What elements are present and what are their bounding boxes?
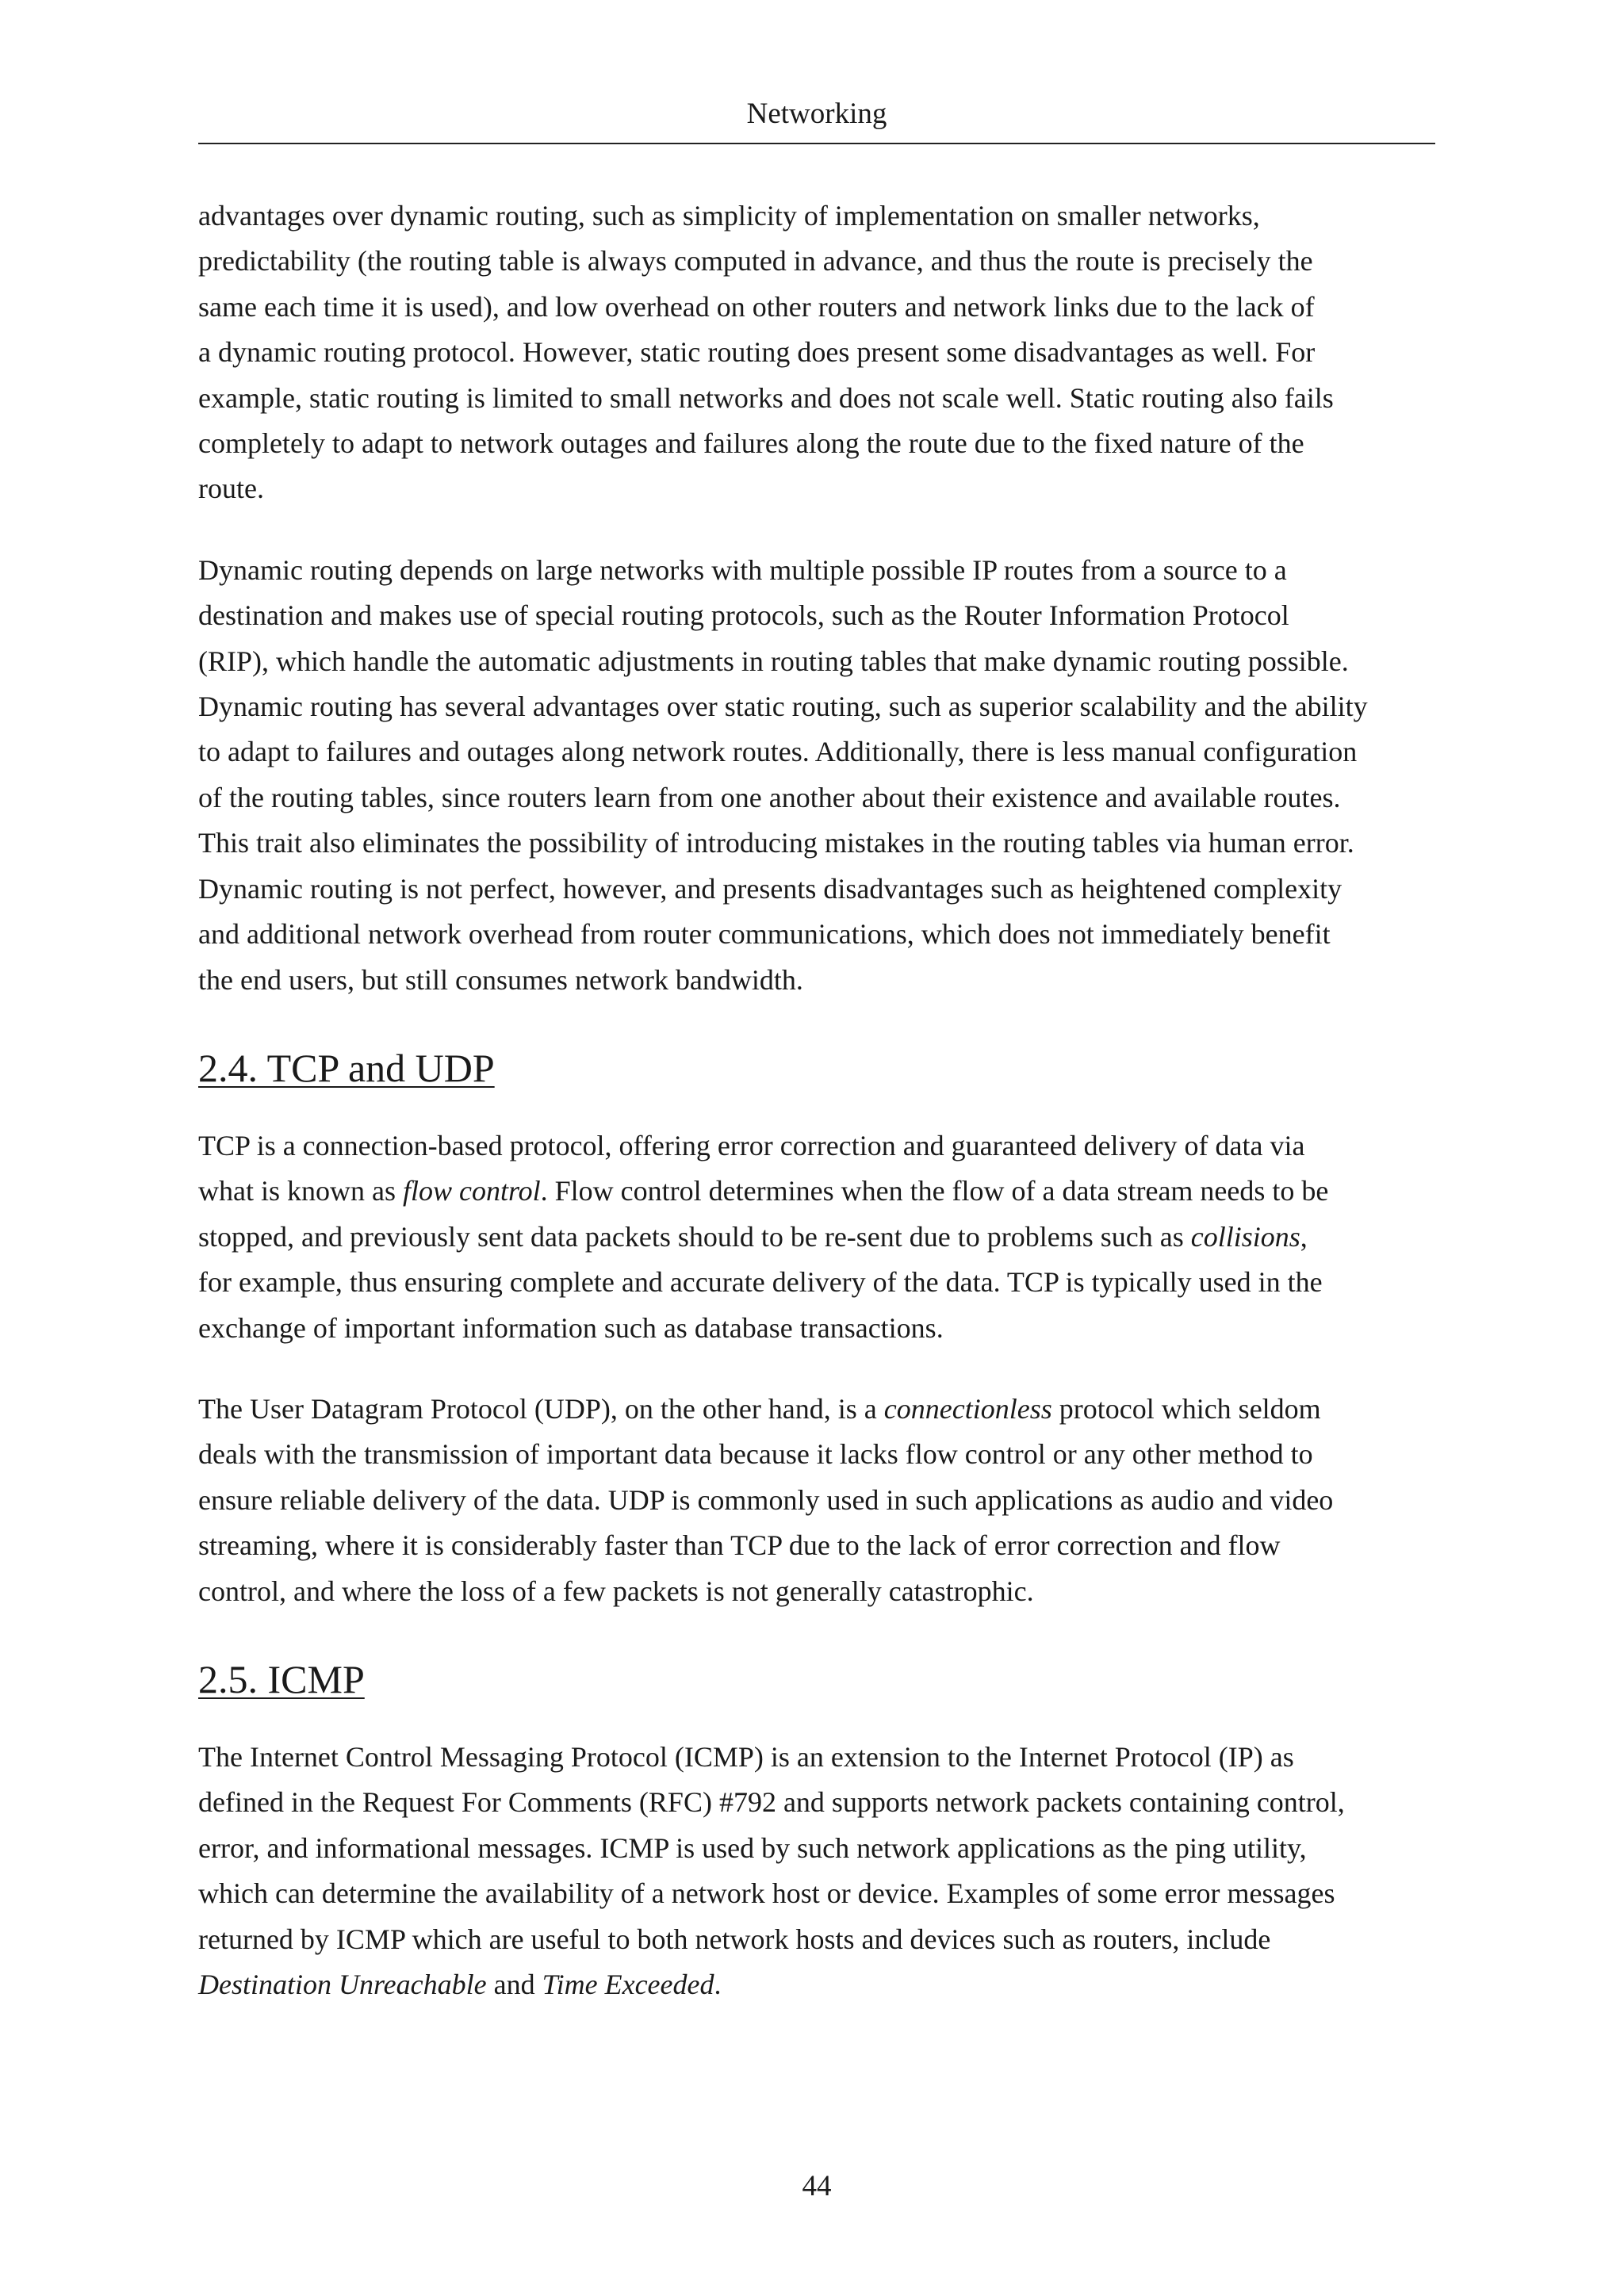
section-heading-icmp: 2.5. ICMP bbox=[198, 1656, 365, 1701]
text-line: defined in the Request For Comments (RFC) #792 and supports network packets containing control, bbox=[198, 1786, 1345, 1819]
text-line: the end users, but still consumes network bandwidth. bbox=[198, 963, 803, 996]
page-number: 44 bbox=[802, 2170, 832, 2202]
text-line: error, and informational messages. ICMP is used by such network applications as the ping utility, bbox=[198, 1831, 1307, 1864]
paragraph-dynamic-routing bbox=[198, 548, 1445, 1003]
text-line: TCP is a connection-based protocol, offering error correction and guaranteed delivery of data via bbox=[198, 1129, 1305, 1161]
text-line: stopped, and previously sent data packets should to be re-sent due to problems such as collisions, bbox=[198, 1220, 1308, 1253]
text-line: deals with the transmission of important data because it lacks flow control or any other method to bbox=[198, 1438, 1313, 1471]
text-line: route. bbox=[198, 473, 264, 505]
text-line: same each time it is used), and low overhead on other routers and network links due to the lack of bbox=[198, 290, 1315, 323]
term-collisions: collisions bbox=[1190, 1220, 1300, 1253]
text-line: control, and where the loss of a few packets is not generally catastrophic. bbox=[198, 1575, 1034, 1607]
text-line: of the routing tables, since routers learn from one another about their existence and available routes. bbox=[198, 781, 1341, 813]
paragraph-icmp bbox=[198, 1735, 1445, 2007]
text-line: Destination Unreachable and Time Exceeded. bbox=[198, 1969, 722, 2000]
term-destination-unreachable: Destination Unreachable bbox=[198, 1969, 487, 2000]
page-content bbox=[198, 193, 1445, 2007]
text-line: Dynamic routing depends on large networks with multiple possible IP routes from a source to a bbox=[198, 553, 1287, 586]
text-line: to adapt to failures and outages along network routes. Additionally, there is less manual configuration bbox=[198, 736, 1358, 768]
text-line: ensure reliable delivery of the data. UDP is commonly used in such applications as audio and video bbox=[198, 1483, 1334, 1516]
text-line: which can determine the availability of a network host or device. Examples of some error messages bbox=[198, 1877, 1335, 1910]
paragraph-tcp bbox=[198, 1123, 1445, 1351]
text-line: example, static routing is limited to small networks and does not scale well. Static routing also fails bbox=[198, 381, 1334, 414]
text-line: predictability (the routing table is always computed in advance, and thus the route is precisely the bbox=[198, 245, 1313, 277]
text-line: what is known as flow control. Flow control determines when the flow of a data stream needs to be bbox=[198, 1175, 1329, 1207]
term-flow-control: flow control bbox=[402, 1175, 541, 1207]
text-line: completely to adapt to network outages and failures along the route due to the fixed nature of the bbox=[198, 427, 1304, 460]
text-line: exchange of important information such as database transactions. bbox=[198, 1311, 944, 1344]
text-line: The User Datagram Protocol (UDP), on the other hand, is a connectionless protocol which seldom bbox=[198, 1392, 1321, 1425]
text-line: advantages over dynamic routing, such as simplicity of implementation on smaller networks, bbox=[198, 200, 1260, 232]
text-line: a dynamic routing protocol. However, static routing does present some disadvantages as well. For bbox=[198, 336, 1316, 369]
paragraph-static-routing-continued bbox=[198, 193, 1445, 512]
text-line: streaming, where it is considerably faster than TCP due to the lack of error correction and flow bbox=[198, 1529, 1281, 1562]
text-line: for example, thus ensuring complete and accurate delivery of the data. TCP is typically used in the bbox=[198, 1266, 1323, 1299]
section-heading-tcp-udp: 2.4. TCP and UDP bbox=[198, 1045, 495, 1090]
text-line: This trait also eliminates the possibility of introducing mistakes in the routing tables via human error. bbox=[198, 827, 1354, 859]
text-line: Dynamic routing has several advantages over static routing, such as superior scalability and the ability bbox=[198, 691, 1368, 723]
text-line: returned by ICMP which are useful to both network hosts and devices such as routers, include bbox=[198, 1923, 1271, 1955]
text-line: Dynamic routing is not perfect, however, and presents disadvantages such as heightened complexity bbox=[198, 872, 1342, 905]
header-rule bbox=[198, 143, 1435, 144]
text-line: (RIP), which handle the automatic adjustments in routing tables that make dynamic routing possible. bbox=[198, 645, 1349, 677]
text-line: and additional network overhead from router communications, which does not immediately benefit bbox=[198, 918, 1331, 951]
paragraph-udp bbox=[198, 1387, 1445, 1614]
text-line: destination and makes use of special routing protocols, such as the Router Information Protocol bbox=[198, 599, 1289, 632]
running-header: Networking bbox=[746, 98, 887, 130]
text-line: The Internet Control Messaging Protocol (ICMP) is an extension to the Internet Protocol (IP) as bbox=[198, 1740, 1294, 1773]
term-time-exceeded: Time Exceeded bbox=[542, 1969, 714, 2000]
term-connectionless: connectionless bbox=[883, 1392, 1052, 1425]
